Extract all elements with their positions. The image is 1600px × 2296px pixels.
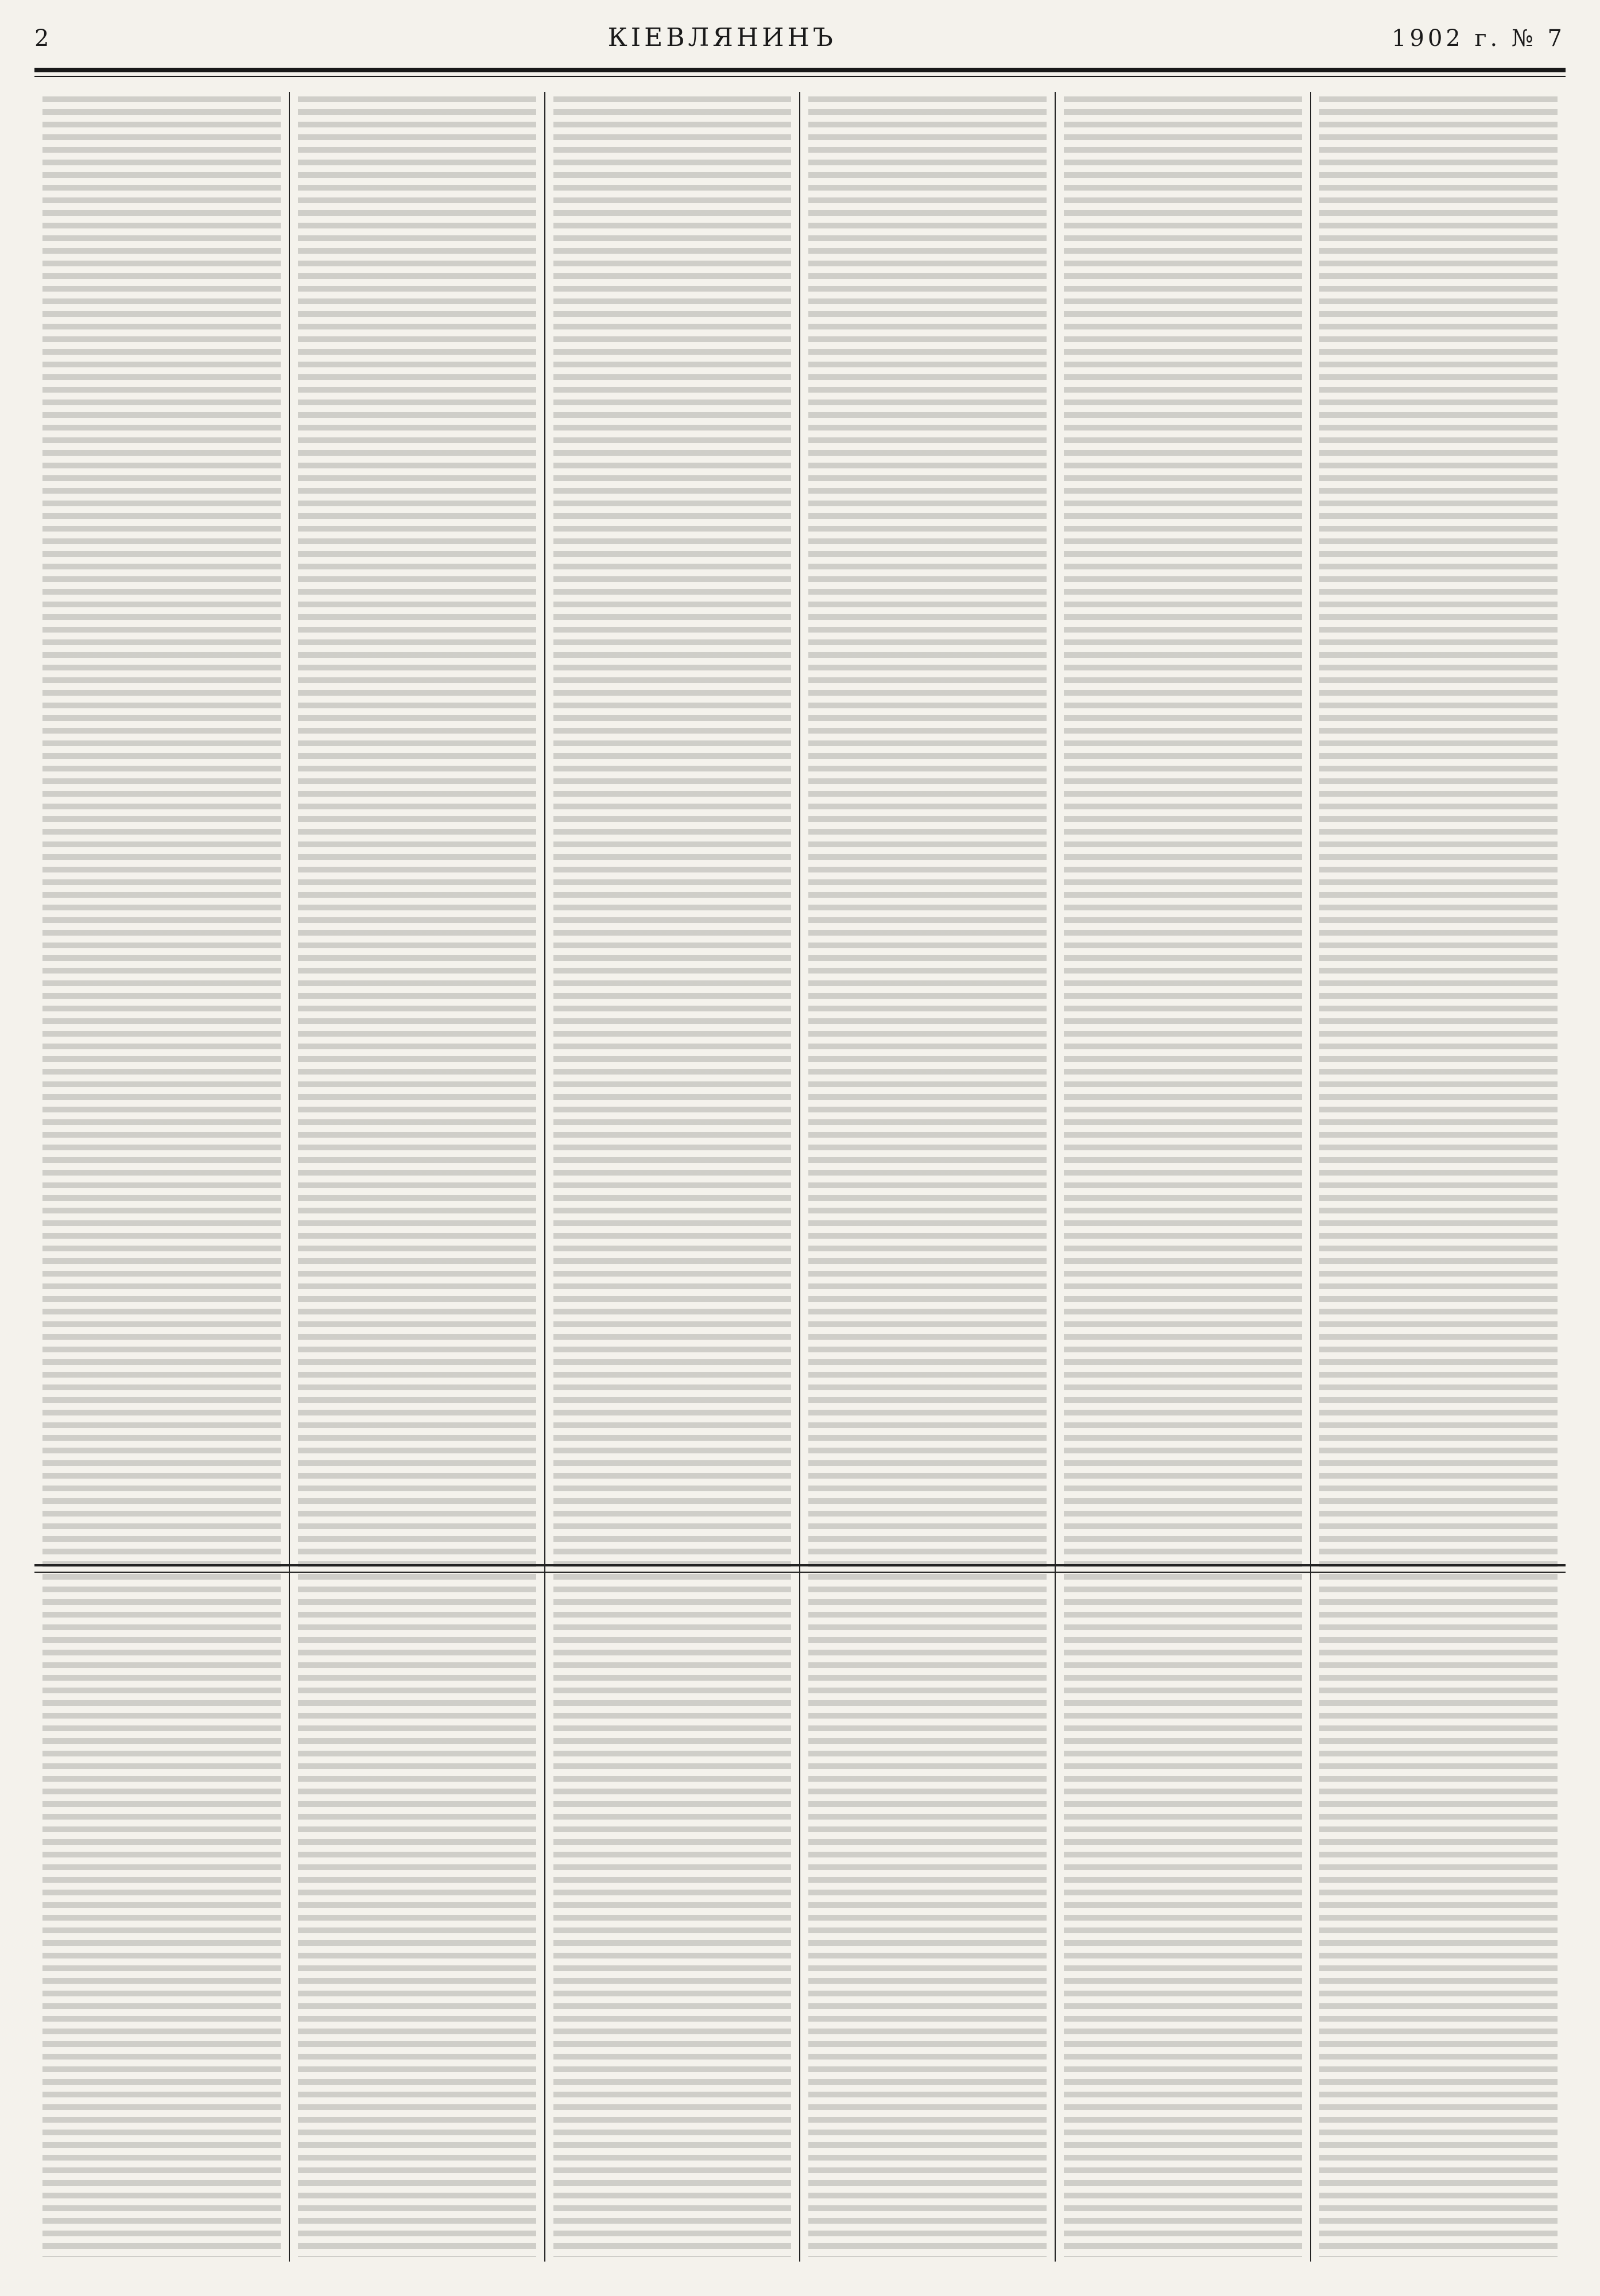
feuilleton-rule-thin	[34, 1572, 1566, 1573]
text-block	[1319, 96, 1558, 2257]
issue-number: 1902 г. № 7	[1392, 25, 1566, 52]
column-1	[34, 92, 290, 2262]
column-5	[1056, 92, 1311, 2262]
column-3	[545, 92, 801, 2262]
masthead	[34, 23, 1566, 63]
text-block	[808, 96, 1047, 2257]
column-4	[800, 92, 1056, 2262]
feuilleton-rule	[34, 1564, 1566, 1566]
newspaper-title: КІЕВЛЯНИНЪ	[607, 23, 836, 52]
columns	[34, 92, 1566, 2262]
page-number: 2	[34, 25, 53, 52]
text-block	[1064, 96, 1302, 2257]
text-block	[298, 96, 536, 2257]
column-6	[1311, 92, 1566, 2262]
masthead-rule	[34, 68, 1566, 72]
text-block	[42, 96, 281, 2257]
text-block	[553, 96, 792, 2257]
masthead-rule-thin	[34, 76, 1566, 77]
column-2	[290, 92, 545, 2262]
